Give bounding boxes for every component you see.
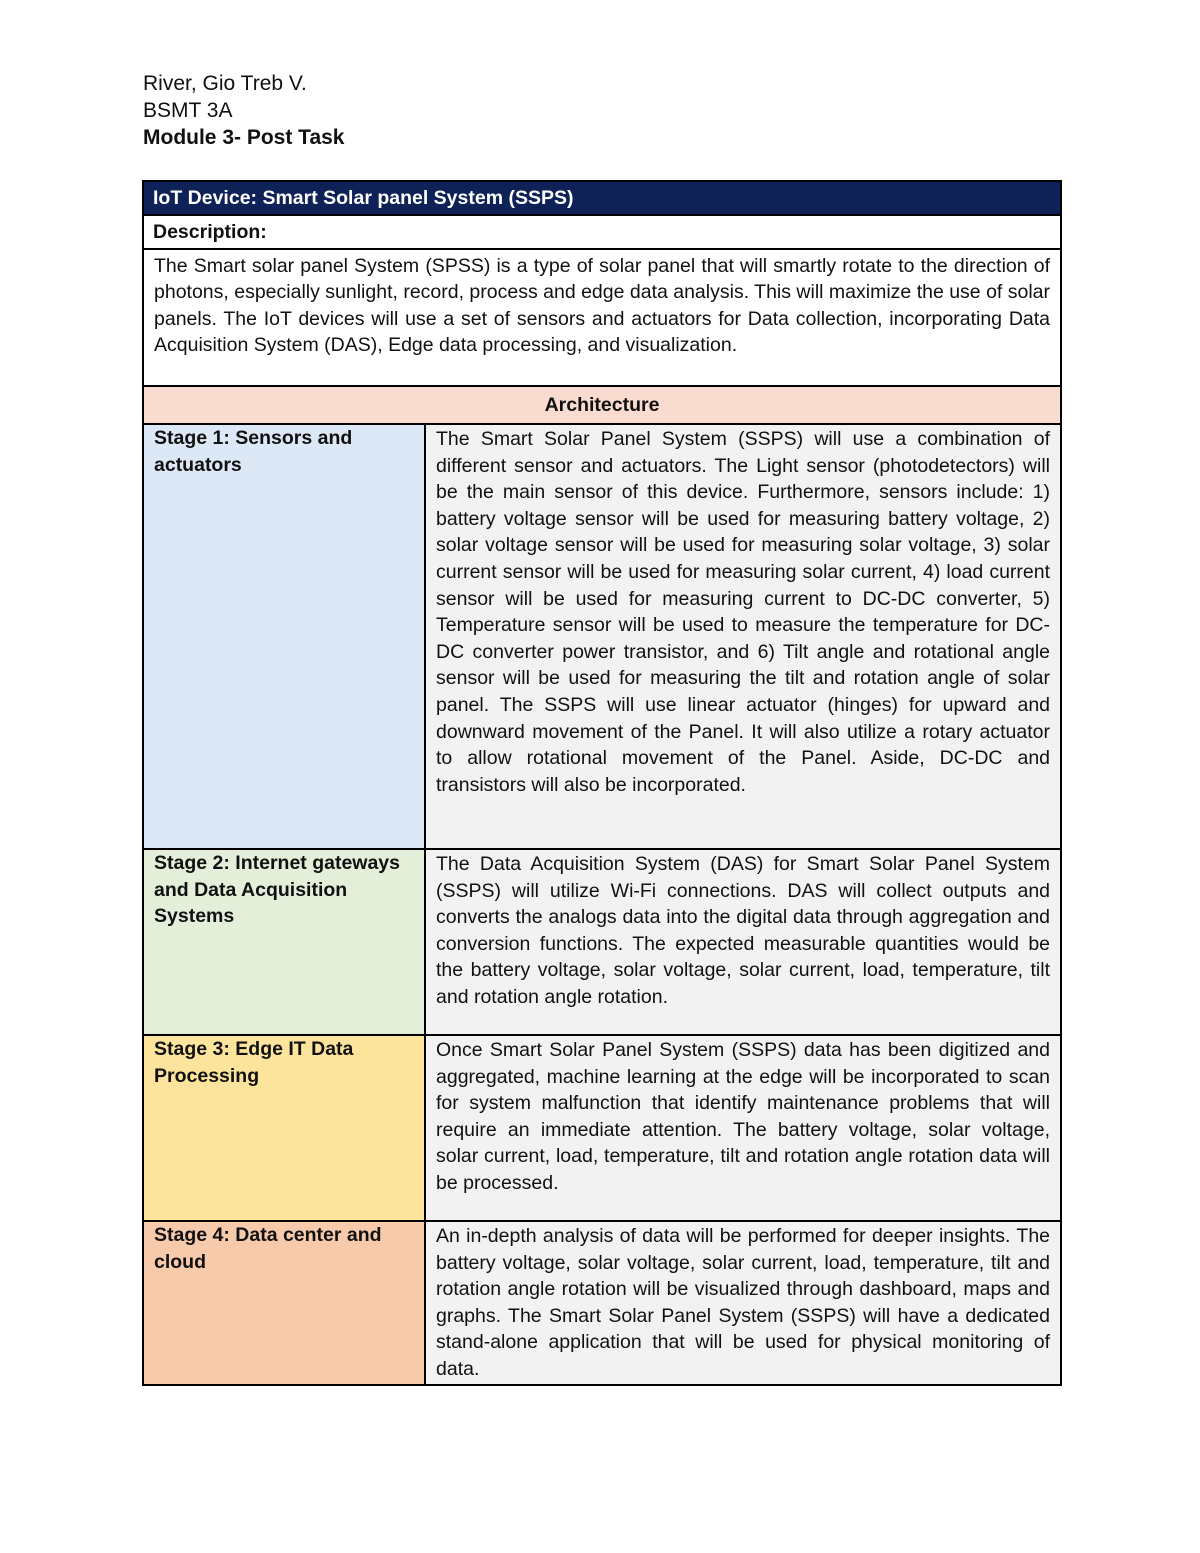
stage-2-text: The Data Acquisition System (DAS) for Smart Solar Panel System (SSPS) will utilize Wi-Fi connections. DAS will collect outputs and converts the analogs data into the digital data through aggregation and conversion functions. The expected measurable quantities would be the battery voltage, solar voltage, solar current, load, temperature, tilt and rotation angle rotation. <box>425 849 1061 1035</box>
stage-3-label: Stage 3: Edge IT Data Processing <box>143 1035 425 1221</box>
device-title: IoT Device: Smart Solar panel System (SSPS) <box>143 181 1061 215</box>
document-title: Module 3- Post Task <box>143 126 345 149</box>
description-text: The Smart solar panel System (SPSS) is a type of solar panel that will smartly rotate to the direction of photons, especially sunlight, record, process and edge data analysis. This will maximize the use of solar panels. The IoT devices will use a set of sensors and actuators for Data collection, incorporating Data Acquisition System (DAS), Edge data processing, and visualization. <box>143 249 1061 386</box>
author-name: River, Gio Treb V. <box>143 72 307 95</box>
description-label: Description: <box>143 215 1061 249</box>
stage-3-text: Once Smart Solar Panel System (SSPS) data has been digitized and aggregated, machine learning at the edge will be incorporated to scan for system malfunction that identify maintenance problems that will require an immediate attention. The battery voltage, solar voltage, solar current, load, temperature, tilt and rotation angle rotation data will be processed. <box>425 1035 1061 1221</box>
stage-2-label: Stage 2: Internet gateways and Data Acquisition Systems <box>143 849 425 1035</box>
course-section: BSMT 3A <box>143 99 233 122</box>
stage-4-text: An in-depth analysis of data will be performed for deeper insights. The battery voltage, solar voltage, solar current, load, temperature, tilt and rotation angle rotation will be visualized through dashboard, maps and graphs. The Smart Solar Panel System (SSPS) will have a dedicated stand-alone application that will be used for physical monitoring of data. <box>425 1221 1061 1385</box>
document-header <box>143 70 344 151</box>
stage-1-label: Stage 1: Sensors and actuators <box>143 424 425 849</box>
stage-4-label: Stage 4: Data center and cloud <box>143 1221 425 1385</box>
stage-1-text: The Smart Solar Panel System (SSPS) will use a combination of different sensor and actuators. The Light sensor (photodetectors) will be the main sensor of this device. Furthermore, sensors include: 1) battery voltage sensor will be used for measuring battery voltage, 2) solar voltage sensor will be used for measuring solar voltage, 3) solar current sensor will be used for measuring solar current, 4) load current sensor will be used for measuring current to DC-DC converter, 5) Temperature sensor will be used to measure the temperature for DC-DC converter power transistor, and 6) Tilt angle and rotational angle sensor will be used for measuring the tilt and rotation angle of solar panel. The SSPS will use linear actuator (hinges) for upward and downward movement of the Panel. It will also utilize a rotary actuator to allow rotational movement of the Panel. Aside, DC-DC and transistors will also be incorporated. <box>425 424 1061 849</box>
architecture-heading: Architecture <box>143 386 1061 424</box>
iot-architecture-table <box>142 180 1062 1386</box>
